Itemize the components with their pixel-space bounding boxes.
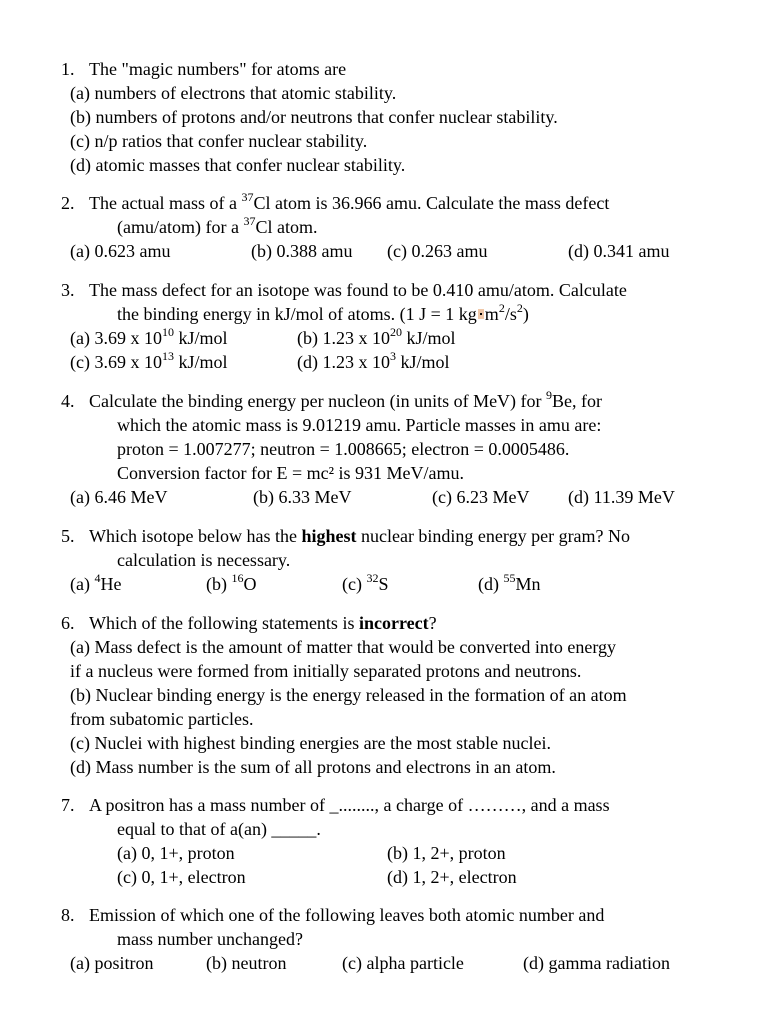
option-b-continued: from subatomic particles. [70, 709, 254, 729]
question-number: 2. [61, 193, 75, 213]
option-c: (c) 3.69 x $10^{13}$ kJ/mol [70, 349, 228, 372]
option-b: (b) neutron [206, 953, 287, 973]
question-stem: The mass defect for an isotope was found to be 0.410 amu/atom. Calculate [89, 280, 627, 300]
question-stem: The "magic numbers" for atoms are [89, 59, 347, 79]
option-a: (a) 6.46 MeV [70, 487, 168, 507]
question-number: 3. [61, 280, 75, 300]
option-b: (b) $^{16}$O [206, 571, 257, 594]
question-number: 8. [61, 905, 75, 925]
question-stem-line-3: proton = 1.007277; neutron = 1.008665; electron = 0.0005486. [117, 439, 570, 459]
question-number: 1. [61, 59, 75, 79]
option-c: (c) alpha particle [342, 953, 464, 973]
question-stem: Which of the following statements is incorrect? [89, 613, 437, 633]
option-d: (d) 11.39 MeV [568, 487, 675, 507]
question-stem-line-2: calculation is necessary. [117, 550, 291, 570]
question-number: 4. [61, 391, 75, 411]
option-c: (c) 0, 1+, electron [117, 867, 246, 887]
option-a: (a) $^4$He [70, 571, 122, 594]
option-b: (b) 1.23 x $10^{20}$ kJ/mol [297, 325, 456, 348]
question-stem-line-2: mass number unchanged? [117, 929, 303, 949]
question-number: 5. [61, 526, 75, 546]
question-stem: The actual mass of a $^{37}$Cl atom is 36.966 amu. Calculate the mass defect [89, 190, 610, 213]
question-stem: Which isotope below has the highest nuclear binding energy per gram? No [89, 526, 631, 546]
question-stem-line-2: (amu/atom) for a $^{37}$Cl atom. [117, 214, 318, 237]
option-d: (d) gamma radiation [523, 953, 670, 973]
option-d: (d) atomic masses that confer nuclear stability. [70, 155, 406, 175]
option-d: (d) 0.341 amu [568, 241, 670, 261]
option-c: (c) Nuclei with highest binding energies are the most stable nuclei. [70, 733, 552, 753]
question-stem-line-4: Conversion factor for E = mc² is 931 MeV/amu. [117, 463, 464, 483]
question-stem: Emission of which one of the following leaves both atomic number and [89, 905, 605, 925]
option-b: (b) 0.388 amu [251, 241, 353, 261]
option-a-continued: if a nucleus were formed from initially separated protons and neutrons. [70, 661, 582, 681]
option-b: (b) 6.33 MeV [253, 487, 352, 507]
option-d: (d) $^{55}$Mn [478, 571, 541, 594]
option-a: (a) 3.69 x $10^{10}$ kJ/mol [70, 325, 228, 348]
option-a: (a) 0.623 amu [70, 241, 171, 261]
option-d: (d) 1, 2+, electron [387, 867, 517, 887]
option-c: (c) 6.23 MeV [432, 487, 530, 507]
option-a: (a) positron [70, 953, 154, 973]
option-c: (c) $^{32}$S [342, 571, 389, 594]
option-d: (d) Mass number is the sum of all protons and electrons in an atom. [70, 757, 556, 777]
option-a: (a) Mass defect is the amount of matter that would be converted into energy [70, 637, 616, 657]
option-a: (a) 0, 1+, proton [117, 843, 235, 863]
question-stem: Calculate the binding energy per nucleon (in units of MeV) for $^9$Be, for [89, 388, 603, 411]
question-stem-line-2: the binding energy in kJ/mol of atoms. (1 J = 1 kg $m^2/s^2$) [117, 301, 529, 324]
question-stem: A positron has a mass number of _........, a charge of ………, and a mass [89, 795, 610, 815]
option-d: (d) 1.23 x $10^3$ kJ/mol [297, 349, 450, 372]
question-number: 6. [61, 613, 75, 633]
option-b: (b) numbers of protons and/or neutrons that confer nuclear stability. [70, 107, 558, 127]
option-b: (b) 1, 2+, proton [387, 843, 506, 863]
option-c: (c) n/p ratios that confer nuclear stability. [70, 131, 368, 151]
option-c: (c) 0.263 amu [387, 241, 488, 261]
question-stem-line-2: equal to that of a(an) _____. [117, 819, 321, 839]
option-b: (b) Nuclear binding energy is the energy released in the formation of an atom [70, 685, 627, 705]
option-a: (a) numbers of electrons that atomic stability. [70, 83, 397, 103]
multiplication-dot-icon [478, 309, 484, 319]
question-number: 7. [61, 795, 75, 815]
question-stem-line-2: which the atomic mass is 9.01219 amu. Particle masses in amu are: [117, 415, 602, 435]
